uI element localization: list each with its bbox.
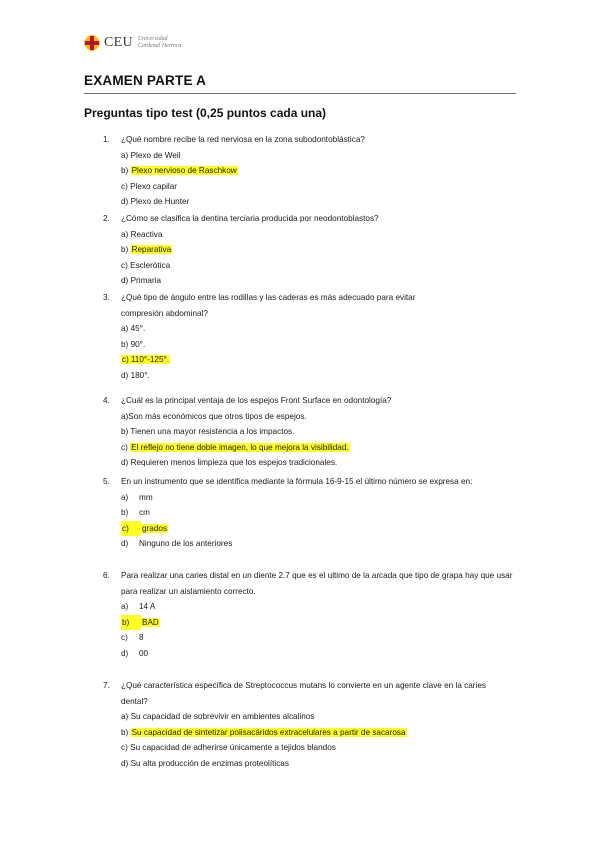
option-a [121,709,513,725]
option-text: Plexo de Weil [130,150,181,160]
option-letter: c) [121,633,128,643]
option-text-highlighted: grados [142,523,168,533]
option-text: Plexo capilar [130,181,177,191]
question-text: Para realizar una caries distal en un diente 2.7 que es el ultimo de la arcada que tipo de grapa hay que usar para realizar un aislamiento correcto. [121,571,513,596]
option-d [121,756,513,772]
option-letter: d) [121,370,129,380]
option-text: Ninguno de los anteriores [139,539,233,549]
question-text: ¿Qué tipo de ángulo entre las rodillas y las caderas es más adecuado para evitar compresión abdominal? [121,293,416,318]
question-7 [103,678,513,772]
option-letter: c) [121,181,128,191]
option-a [121,490,513,506]
option-letter: c) [121,442,128,452]
option-letter: c) [121,260,128,270]
question-number: 7. [103,681,110,690]
option-text: Su capacidad de sobrevivir en ambientes alcalinos [130,712,315,722]
option-text-highlighted: Plexo nervioso de Raschkow [131,166,237,176]
option-letter-highlighted: c) [122,355,129,365]
option-letter-highlighted: b) [121,615,141,631]
question-number: 5. [103,477,110,486]
option-letter: b) [121,339,129,349]
question-text: ¿Qué característica específica de Streptococcus mutans lo convierte en un agente clave en la caries dental? [121,681,486,706]
title-divider [84,93,516,94]
option-d [121,455,513,471]
question-text: ¿Cuál es la principal ventaja de los espejos Front Surface en odontología? [121,396,392,405]
option-c [121,740,513,756]
question-number: 3. [103,293,110,302]
logo-subtitle [138,36,181,50]
question-number: 6. [103,571,110,580]
section-heading: Preguntas tipo test (0,25 puntos cada una) [84,106,327,120]
option-text-highlighted: El reflejo no tiene doble imagen, lo que mejora la visibilidad. [131,442,349,452]
option-c [121,258,513,274]
question-2 [103,211,513,289]
option-text: 00 [139,648,149,658]
option-text: 8 [139,633,144,643]
option-c [121,630,513,646]
option-text: mm [139,492,153,502]
option-c [121,521,513,537]
option-b [121,337,513,353]
page-title: EXAMEN PARTE A [84,73,207,88]
logo-subtitle-line-1: Universidad [137,36,168,42]
option-letter: d) [121,648,129,658]
option-b [121,424,513,440]
option-text: Reactiva [130,229,163,239]
question-text: ¿Cómo se clasifica la dentina terciaria producida por neodontoblastos? [121,214,379,223]
option-letter: a) [121,229,129,239]
option-b [121,725,513,741]
option-text: Esclerótica [130,260,171,270]
option-text: Son más económicos que otros tipos de espejos. [128,411,307,421]
question-number: 1. [103,135,110,144]
option-text: Su alta producción de enzimas proteolíticas [130,758,289,768]
option-b [121,505,513,521]
option-c [121,352,513,368]
option-letter: a) [121,411,129,421]
option-letter: b) [121,166,129,176]
option-letter: a) [121,602,129,612]
option-text: cm [139,508,150,518]
option-text: Su capacidad de adherirse únicamente a tejidos blandos [130,743,336,753]
question-5 [103,474,513,552]
question-number: 2. [103,214,110,223]
logo-subtitle-line-2: Cardenal Herrera [137,43,182,49]
option-a [121,148,513,164]
option-d [121,536,513,552]
option-letter: d) [121,758,129,768]
option-letter: b) [121,508,129,518]
question-4 [103,393,513,471]
option-letter: d) [121,276,129,286]
option-a [121,599,513,615]
option-a [121,409,513,425]
option-text: 180°. [130,370,150,380]
option-text: Plexo de Hunter [130,197,190,207]
option-text: 14 A [139,602,156,612]
option-letter: b) [121,727,129,737]
option-letter: a) [121,150,129,160]
option-a [121,321,513,337]
option-b [121,242,513,258]
ceu-cross-icon [84,35,100,51]
option-text: 45°. [130,324,146,334]
option-d [121,273,513,289]
option-letter: a) [121,712,129,722]
question-6 [103,568,513,662]
question-text: En un instrumento que se identifica mediante la fórmula 16-9-15 el último número se expresa en: [121,477,473,486]
question-text: ¿Qué nombre recibe la red nerviosa en la zona subodontoblástica? [121,135,365,144]
option-letter: d) [121,197,129,207]
university-logo [84,35,181,51]
option-text-highlighted: Reparativa [131,245,172,255]
option-text: Requieren menos limpieza que los espejos tradicionales. [130,458,338,468]
question-1 [103,132,513,210]
option-c [121,179,513,195]
option-b [121,163,513,179]
option-d [121,646,513,662]
option-text: Primaria [130,276,162,286]
option-letter-highlighted: c) [121,521,141,537]
option-text-highlighted: BAD [142,617,159,627]
option-c [121,440,513,456]
logo-text: CEU [104,35,133,50]
option-letter: b) [121,427,129,437]
option-letter: d) [121,458,129,468]
option-text-highlighted: 110°-125°. [130,355,170,365]
option-text: 90°. [130,339,146,349]
question-number: 4. [103,396,110,405]
option-b [121,615,513,631]
option-letter: d) [121,539,129,549]
option-a [121,227,513,243]
option-text-highlighted: Su capacidad de sintetizar polisacáridos extracelulares a partir de sacarosa [131,727,406,737]
option-letter: b) [121,245,129,255]
option-d [121,194,513,210]
option-d [121,368,513,384]
option-text: Tienen una mayor resistencia a los impactos. [130,427,295,437]
option-letter: c) [121,743,128,753]
option-letter: a) [121,324,129,334]
option-letter: a) [121,492,129,502]
question-3 [103,290,513,384]
